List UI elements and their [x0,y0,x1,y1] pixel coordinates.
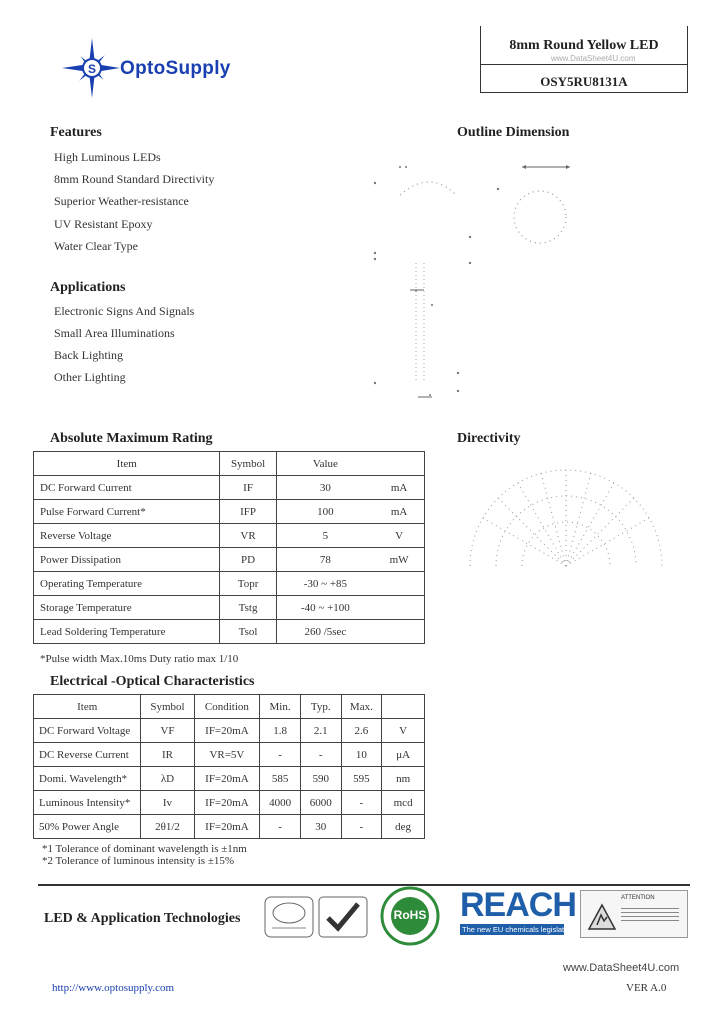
cell: Operating Temperature [34,572,220,596]
cell: 100 [276,500,374,524]
cell: VR=5V [194,743,260,767]
absolute-max-table [33,451,425,644]
footer-watermark: www.DataSheet4U.com [563,962,680,974]
table-row [34,548,425,572]
feature-item: Superior Weather-resistance [54,194,189,208]
applications-heading: Applications [50,280,126,295]
cell: Lead Soldering Temperature [34,620,220,644]
table-row [34,791,425,815]
tolerance-note: *1 Tolerance of dominant wavelength is ±1nm [42,843,247,855]
directivity-diagram [466,462,666,572]
cell: V [382,719,425,743]
cell: 30 [300,815,341,839]
outline-heading: Outline Dimension [457,125,570,140]
cell: 50% Power Angle [34,815,141,839]
cell: 2.1 [300,719,341,743]
cell: 4000 [260,791,301,815]
rohs-label: RoHS [393,908,427,922]
table-row [34,620,425,644]
table-row [34,743,425,767]
star-logo-icon [56,36,128,100]
cell: λD [141,767,194,791]
cell: mA [374,500,424,524]
cell [374,572,424,596]
cell: 1.8 [260,719,301,743]
cell: IF=20mA [194,767,260,791]
col-header: Condition [194,695,260,719]
reach-title: REACH [460,886,576,924]
cell: 585 [260,767,301,791]
esd-attention-label [580,890,688,938]
table-row [34,767,425,791]
reach-badge [460,886,576,938]
cell: Storage Temperature [34,596,220,620]
col-header: Max. [341,695,382,719]
col-header [382,695,425,719]
col-header: Item [34,452,220,476]
cell: 260 /5sec [276,620,374,644]
cell: mA [374,476,424,500]
esd-warning-icon [587,903,617,931]
cell: 10 [341,743,382,767]
version-label: VER A.0 [626,982,667,994]
cell: IFP [220,500,276,524]
title-divider [481,64,687,65]
checkmark-cert-logo [318,896,368,938]
absolute-max-heading: Absolute Maximum Rating [50,431,213,446]
cell: DC Reverse Current [34,743,141,767]
outline-drawing [370,155,590,405]
cell: 78 [276,548,374,572]
company-logo [56,36,128,100]
reach-subtitle: The new EU chemicals legislation [462,925,575,934]
header-watermark: www.DataSheet4U.com [551,54,636,63]
cell: - [341,791,382,815]
cell: IF [220,476,276,500]
absolute-max-note: *Pulse width Max.10ms Duty ratio max 1/10 [40,653,239,665]
cell: 590 [300,767,341,791]
cell: μA [382,743,425,767]
cell: PD [220,548,276,572]
cell: nm [382,767,425,791]
table-row [34,719,425,743]
product-title: 8mm Round Yellow LED [509,38,659,53]
electro-optical-heading: Electrical -Optical Characteristics [50,674,255,689]
directivity-heading: Directivity [457,431,521,446]
table-header-row [34,695,425,719]
col-header: Item [34,695,141,719]
cell: deg [382,815,425,839]
feature-item: Water Clear Type [54,239,138,253]
attention-title: ATTENTION [621,895,655,901]
cell: Iv [141,791,194,815]
website-link[interactable]: http://www.optosupply.com [52,982,175,994]
table-row [34,524,425,548]
cell: Luminous Intensity* [34,791,141,815]
table-row [34,815,425,839]
cell: IR [141,743,194,767]
cell: Power Dissipation [34,548,220,572]
cell: DC Forward Current [34,476,220,500]
electro-optical-table [33,694,425,839]
cell: DC Forward Voltage [34,719,141,743]
application-item: Electronic Signs And Signals [54,304,195,318]
cell: Reverse Voltage [34,524,220,548]
svg-text:S: S [87,62,97,76]
cell: VF [141,719,194,743]
features-heading: Features [50,125,102,140]
title-box [480,26,688,93]
cell: - [260,815,301,839]
application-item: Other Lighting [54,370,126,384]
rohs-badge [378,886,442,946]
cell: VR [220,524,276,548]
cell: Tstg [220,596,276,620]
footer-tagline: LED & Application Technologies [44,911,241,926]
cell: IF=20mA [194,815,260,839]
tuv-cert-logo [264,896,314,938]
cell: 5 [276,524,374,548]
cell: -30 ~ +85 [276,572,374,596]
cell: - [260,743,301,767]
cell: 6000 [300,791,341,815]
col-header: Value [276,452,374,476]
col-header: Typ. [300,695,341,719]
table-row [34,596,425,620]
cell: -40 ~ +100 [276,596,374,620]
feature-item: UV Resistant Epoxy [54,217,153,231]
col-header [374,452,424,476]
col-header: Min. [260,695,301,719]
cell: 2θ1/2 [141,815,194,839]
company-name: OptoSupply [120,58,231,79]
cell: Domi. Wavelength* [34,767,141,791]
cell: Tsol [220,620,276,644]
tolerance-note: *2 Tolerance of luminous intensity is ±15% [42,855,235,867]
part-number: OSY5RU8131A [540,74,628,89]
col-header: Symbol [220,452,276,476]
cell: 595 [341,767,382,791]
feature-item: 8mm Round Standard Directivity [54,172,215,186]
cell: V [374,524,424,548]
cell [374,596,424,620]
col-header: Symbol [141,695,194,719]
table-row [34,500,425,524]
cell: mcd [382,791,425,815]
application-item: Back Lighting [54,348,123,362]
cell: IF=20mA [194,791,260,815]
cell: Pulse Forward Current* [34,500,220,524]
footer-divider [38,884,690,886]
cell: 2.6 [341,719,382,743]
table-header-row [34,452,425,476]
cell: Topr [220,572,276,596]
feature-item: High Luminous LEDs [54,150,161,164]
cell: IF=20mA [194,719,260,743]
cell: mW [374,548,424,572]
table-row [34,476,425,500]
cell [374,620,424,644]
application-item: Small Area Illuminations [54,326,175,340]
cell: - [341,815,382,839]
table-row [34,572,425,596]
cell: - [300,743,341,767]
cell: 30 [276,476,374,500]
